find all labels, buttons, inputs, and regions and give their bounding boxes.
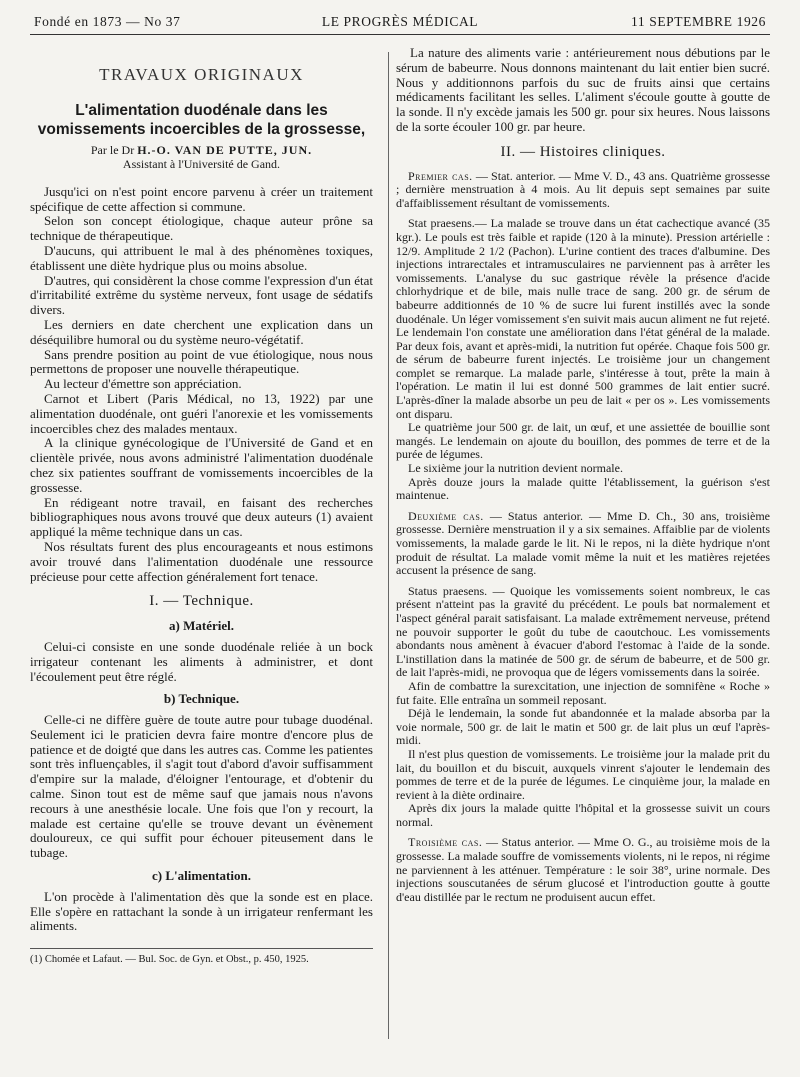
paragraph: Sans prendre position au point de vue étiologique, nous nous permettons de proposer une nouvelle thérapeutique.	[30, 346, 373, 377]
paragraph: Au lecteur d'émettre son appréciation.	[44, 376, 242, 392]
article-title: L'alimentation duodénale dans les vomissements incoercibles de la grossesse,	[37, 101, 366, 138]
paragraph: Après dix jours la malade quitte l'hôpital et la grossesse suivit un cours normal.	[396, 801, 770, 829]
author-name: H.-O. VAN DE PUTTE, JUN.	[137, 142, 313, 157]
paragraph: Le quatrième jour 500 gr. de lait, un œuf, et une assiettée de bouillie sont mangés. Le lendemain on ajoute du bouillon, des pommes de terre et de la purée de légumes.	[396, 420, 770, 462]
column-divider	[388, 52, 389, 1039]
paragraph: Le sixième jour la nutrition devient normale.	[408, 461, 623, 476]
left-column	[30, 46, 373, 966]
technique-heading: I. — Technique.	[149, 593, 254, 610]
header-journal-title: LE PROGRÈS MÉDICAL	[321, 14, 479, 29]
header-date: 11 SEPTEMBRE 1926	[631, 14, 766, 29]
byline	[30, 143, 373, 157]
tech-paragraph: Celle-ci ne diffère guère de toute autre pour tubage duodénal. Seulement ici le praticien devra faire montre d'encore plus de patience et de doigté que dans les autres cas. Comme les patientes sont très influençables, il s'agit tout d'abord d'avoir suffisamment d'empire sur la malade, d'éloigner l'entourage, et d'obtenir du calme. Sinon tout est de même sauf que jamais nous n'avons recours à une anesthésie locale. Une fois que l'on y recourt, la malade est certaine qu'elle se trouve devant un évènement douloureux, ce qui suffit pour échouer piteusement dans le tubage.	[30, 712, 373, 861]
tech-heading: b) Technique.	[163, 691, 240, 707]
paragraph: Il n'est plus question de vomissements. Le troisième jour la malade prit du lait, du bouillon et du biscuit, auxquels vinrent s'ajouter le lendemain des pommes de terre et de la purée de légumes. Le cinquième jour, la malade en revient à la diète ordinaire.	[396, 746, 770, 802]
right-column	[396, 46, 770, 904]
intro-paragraphs	[30, 185, 373, 585]
byline-prefix: Par le Dr	[90, 142, 135, 157]
paragraph: D'autres, qui considèrent la chose comme l'expression d'un état d'irritabilité extrême du système nerveux, font usage de sédatifs divers.	[30, 272, 373, 318]
case-status-anterior: Deuxième cas. — Status anterior. — Mme D. Ch., 30 ans, troisième grossesse. Dernière menstruation il y a six semaines. Affaiblie par de violents vomissements, la malade garde le lit. Ni le repos, ni la diète hydrique n'ont produit de résultat. La malade vomit même la nuit et les matières rejetées accusent la présence de sang.	[396, 508, 770, 578]
paragraph: Les derniers en date cherchent une explication dans un déséquilibre humoral ou du système neuro-végétatif.	[30, 316, 373, 347]
case-3	[396, 836, 770, 904]
header-rule	[30, 34, 770, 35]
case-2	[396, 510, 770, 830]
author-affiliation: Assistant à l'Université de Gand.	[122, 156, 281, 171]
paragraph: En rédigeant notre travail, en faisant des recherches bibliographiques nous avons trouvé que deux auteurs (1) avaient appliqué la même technique dans un cas.	[30, 494, 373, 540]
paragraph: Carnot et Libert (Paris Médical, no 13, 1922) par une alimentation duodénale, ont guéri l'anorexie et les vomissements incoercibles chez des malades mentaux.	[30, 390, 373, 436]
paragraph: Stat praesens.— La malade se trouve dans un état cachectique avancé (35 kgr.). Le pouls est très faible et rapide (120 à la minute). Pression artérielle : 12/9. Amplitude 2 1/2 (Pachon). L'urine contient des traces d'albumine. Des injections intrarectales et intramusculaires ne parviennent pas à arrêter les vomissements. L'analyse du suc gastrique révèle la présence d'acide chlorhydrique et de bile, mais nulle trace de sang. 200 gr. de sérum de babeurre additionnés de 10 % de sucre lui furent instillés avec la sonde duodénale. Un léger vomissement s'en suivit mais aucun aliment ne fut rejeté. Le lendemain l'on constate une amélioration dans l'état général de la malade. Par deux fois, avant et après-midi, la nutrition fut opérée. Chaque fois 500 gr. de sérum de babeurre furent injectés. Le troisième jour un changement complet se remarque. La malade parle, s'intéresse à tout, prête la main à l'opération. Le matin il lui est donné 500 grammes de lait entier sucré. L'après-dîner la malade absorbe un peu de lait « per os ». Les vomissements ont disparu.	[396, 216, 770, 421]
header-issue: Fondé en 1873 — No 37	[34, 14, 181, 29]
case-status-anterior: Premier cas. — Stat. anterior. — Mme V. D., 43 ans. Quatrième grossesse ; dernière menstruation à 4 mois. Au lit depuis sept semaines par suite d'affaiblissement résultant de vomissements.	[396, 168, 770, 210]
footnote: (1) Chomée et Lafaut. — Bul. Soc. de Gyn. et Obst., p. 450, 1925.	[30, 948, 373, 966]
feeding-paragraph: La nature des aliments varie : antérieurement nous débutions par le sérum de babeurre. Nous donnons maintenant du lait entier bien sucré. Nous y additionnons parfois du suc de fruits ainsi que certains médicaments facilitant les selles. L'aliment s'écoule goutte à goutte de la sonde. Il n'y excède jamais les 500 gr. pour six heures. Nous laissons de la sorte écouler 100 gr. par heure.	[396, 45, 770, 134]
paragraph: Afin de combattre la surexcitation, une injection de somnifène « Roche » fut faite. Elle entraîna un sommeil reposant.	[396, 678, 770, 707]
section-heading: TRAVAUX ORIGINAUX	[99, 65, 304, 84]
paragraph: Déjà le lendemain, la sonde fut abandonnée et la malade absorba par la voie normale, 500 gr. de lait le matin et 500 gr. de lait plus un œuf l'après-midi.	[396, 706, 770, 748]
case-status-anterior: Troisième cas. — Status anterior. — Mme O. G., au troisième mois de la grossesse. La malade souffre de vomissements violents, ni le repos, ni régime ne parviennent à les atténuer. Température : le soir 38°, urine normale. Des injections souscutanées de sérum glucosé et l'introduction goutte à goutte d'eau distillée par le rectum ne produisent aucun effet.	[396, 835, 771, 904]
case-label: Troisième cas.	[408, 835, 483, 850]
case-label: Premier cas.	[408, 168, 473, 183]
materiel-heading: a) Matériel.	[169, 618, 234, 634]
alimentation-heading: c) L'alimentation.	[152, 868, 251, 884]
paragraph: Jusqu'ici on n'est point encore parvenu à créer un traitement spécifique de cette affection si commune.	[30, 183, 373, 214]
alimentation-paragraph: L'on procède à l'alimentation dès que la sonde est en place. Elle s'opère en rattachant la sonde à un irrigateur renfermant les aliments.	[30, 888, 373, 934]
paragraph: Nos résultats furent des plus encourageants et nous estimons avoir trouvé dans l'alimentation duodénale une ressource précieuse pour cette affection généralement fort tenace.	[30, 538, 373, 584]
clinical-cases-heading: II. — Histoires cliniques.	[500, 143, 666, 160]
paragraph: Selon son concept étiologique, chaque auteur prône sa technique de thérapeutique.	[30, 213, 373, 244]
paragraph: A la clinique gynécologique de l'Université de Gand et en clientèle privée, nous avons administré l'alimentation duodénale chez six patientes souffrant de vomissements incoercibles de la grossesse.	[30, 435, 373, 495]
paragraph: Après douze jours la malade quitte l'établissement, la guérison s'est maintenue.	[396, 474, 770, 503]
running-header	[34, 14, 766, 32]
case-label: Deuxième cas.	[408, 508, 484, 523]
materiel-paragraph: Celui-ci consiste en une sonde duodénale reliée à un bock irrigateur contenant les aliments à administrer, et dont l'écoulement peut être réglé.	[30, 638, 373, 684]
case-1	[396, 170, 770, 503]
paragraph: Status praesens. — Quoique les vomissements soient nombreux, le cas présent n'atteint pas la gravité du précédent. Le pouls bat normalement et l'aspect général parait satisfaisant. La malade extrêmement nerveuse, prétend ne pouvoir supporter le goût du tube de caoutchouc. Les vomissements abondants nous amènent à évacuer d'abord l'estomac à l'aide de la sonde. L'instillation dans la matinée de 500 gr. de sérum de babeurre, et de 500 gr. de lait l'après-midi, ne provoqua que de légers vomissements dans la soirée.	[396, 583, 770, 680]
paragraph: D'aucuns, qui attribuent le mal à des phénomènes toxiques, établissent une diète hydrique plus ou moins absolue.	[30, 242, 373, 273]
